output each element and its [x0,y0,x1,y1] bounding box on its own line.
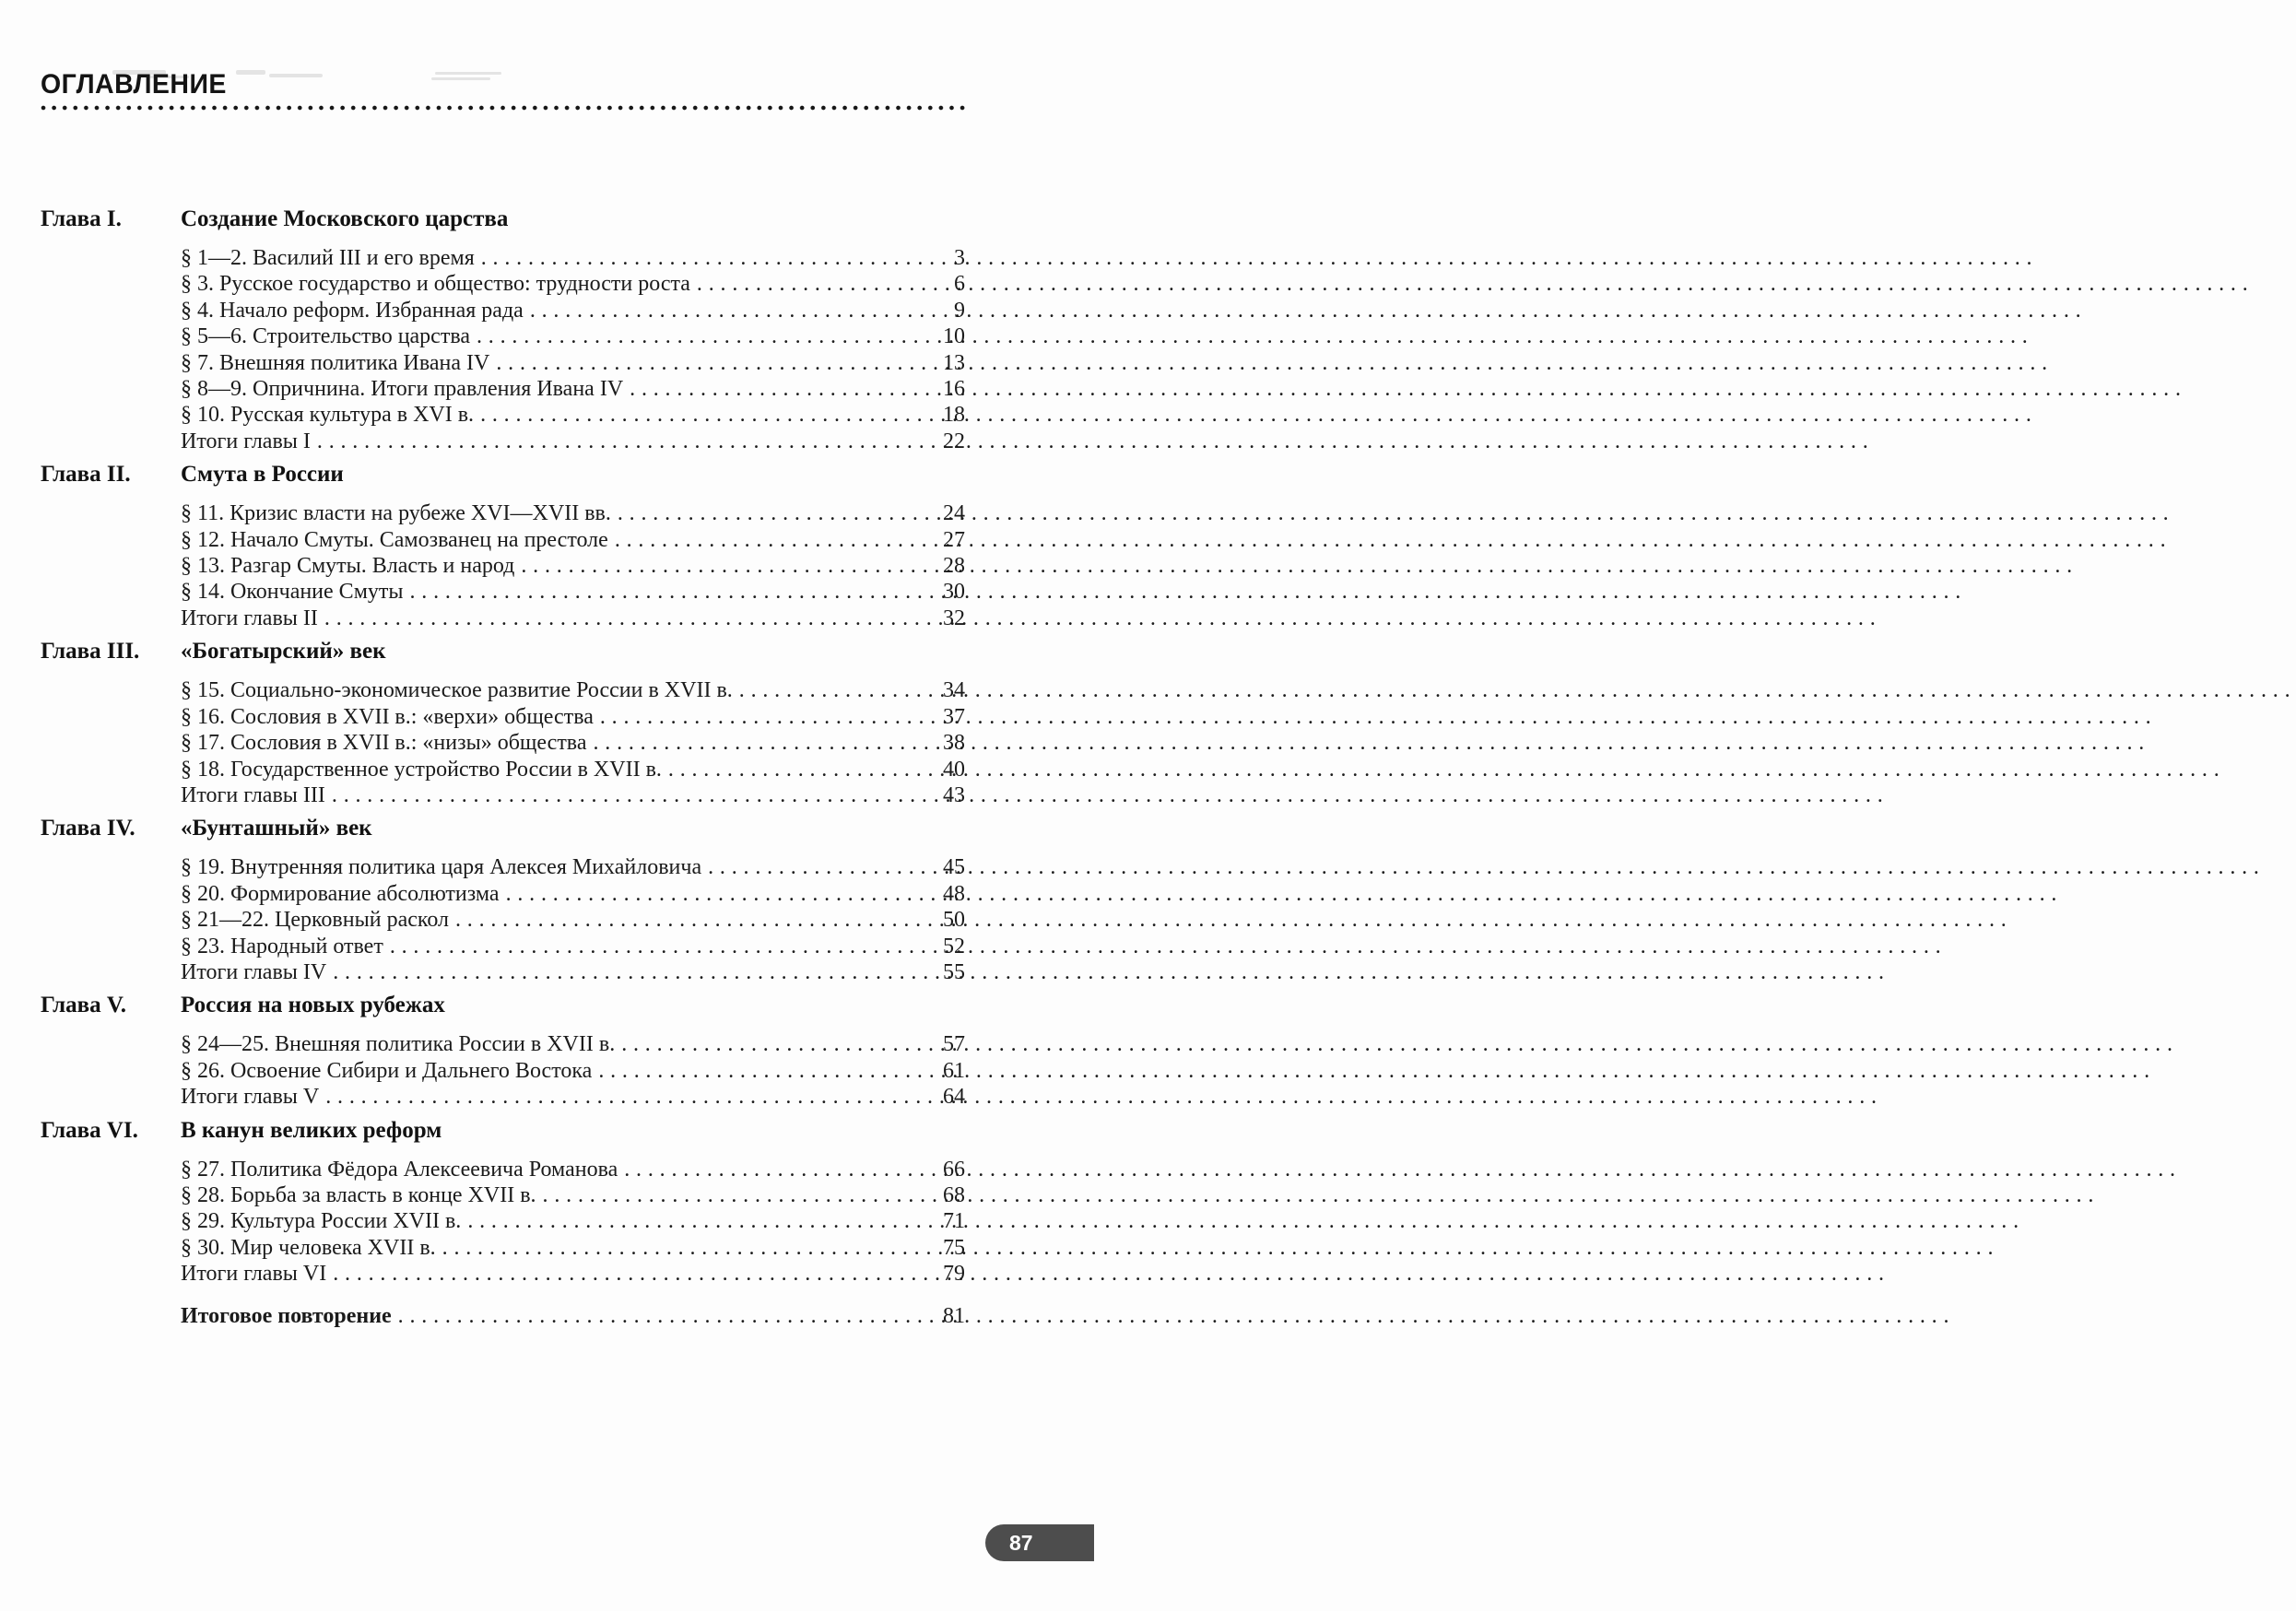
chapter-title: Создание Московского царства [181,206,509,231]
entry-title: Итоговое повторение [181,1303,392,1328]
entry-page-number: 50 [943,908,965,933]
toc-entry [181,1084,965,1110]
toc-entry [181,782,965,808]
dot-leader [739,677,915,703]
toc-entry [181,1058,965,1084]
entry-page-number: 38 [943,731,965,756]
dot-leader [593,730,915,756]
dot-leader [410,579,916,605]
entry-page-number: 32 [943,606,965,630]
entry-title: § 19. Внутренняя политика царя Алексея Михайловича [181,855,702,880]
toc-chapter [41,462,965,631]
chapter-title: В канун великих реформ [181,1117,442,1143]
toc-chapter [41,206,965,454]
toc-entry [181,271,965,297]
toc-chapter [41,816,965,985]
entry-title: § 13. Разгар Смуты. Власть и народ [181,554,515,579]
entry-page-number: 71 [943,1209,965,1234]
chapter-title: Смута в России [181,462,344,488]
toc-chapter [41,1118,965,1288]
chapter-label: Глава IV. [41,816,135,841]
chapter-heading [41,993,965,1017]
toc-entry [181,1261,965,1287]
toc-chapter [41,993,965,1110]
entry-title: § 11. Кризис власти на рубеже XVI—XVII вв. [181,501,611,526]
dot-leader [467,1208,915,1234]
entry-title: § 26. Освоение Сибири и Дальнего Востока [181,1058,593,1083]
dot-leader [455,907,915,933]
entry-page-number: 48 [943,881,965,906]
toc-entry [181,527,965,553]
dot-leader [333,959,915,985]
toc-entry [181,907,965,933]
dot-leader [332,782,915,808]
dot-leader [442,1235,915,1261]
entry-page-number: 43 [943,782,965,807]
chapter-heading [41,639,965,664]
toc-entry [181,402,965,428]
entry-page-number: 9 [954,298,965,323]
chapter-title: «Бунташный» век [181,816,372,841]
entry-title: Итоги главы V [181,1085,320,1110]
toc-entry [181,1157,965,1182]
dot-leader [630,376,915,402]
chapter-heading [41,206,965,231]
chapter-label: Глава II. [41,462,131,488]
toc-entry [181,934,965,959]
dot-leader [480,402,915,428]
page-number-badge [985,1524,1094,1561]
entry-page-number: 6 [954,272,965,297]
entry-page-number: 64 [943,1085,965,1110]
dot-leader [618,500,915,526]
entry-page-number: 66 [943,1157,965,1182]
toc-entry [181,730,965,756]
dot-leader [390,934,915,959]
entry-title: § 30. Мир человека XVII в. [181,1235,436,1260]
toc-entry [181,298,965,323]
toc-entry [181,245,965,271]
toc-entry [181,429,965,454]
entry-page-number: 34 [943,678,965,703]
chapter-entries [181,677,965,808]
chapter-entries [181,1031,965,1110]
dot-leader [506,881,915,907]
dot-leader [543,1182,915,1208]
entry-title: § 24—25. Внешняя политика России в XVII в. [181,1032,616,1057]
dot-leader [333,1261,915,1287]
final-entry [181,1303,965,1329]
toc-list [41,206,965,1329]
entry-title: Итоги главы VI [181,1262,327,1287]
entry-title: Итоги главы IV [181,959,327,984]
toc-entry [181,500,965,526]
chapter-heading [41,816,965,841]
entry-title: Итоги главы II [181,606,318,630]
dot-leader [477,323,915,349]
entry-page-number: 37 [943,704,965,729]
entry-page-number: 18 [943,403,965,428]
toc-entry [181,606,965,631]
dotted-rule [41,105,967,111]
entry-page-number: 45 [943,855,965,880]
dot-leader [325,1084,915,1110]
toc-entry [181,553,965,579]
chapter-label: Глава I. [41,206,122,231]
entry-title: § 1—2. Василий III и его время [181,246,475,270]
entry-title: § 4. Начало реформ. Избранная рада [181,298,524,323]
dot-leader [600,704,915,730]
entry-page-number: 22 [943,429,965,453]
dot-leader [530,298,915,323]
entry-title: § 10. Русская культура в XVI в. [181,403,475,428]
dot-leader [324,606,915,631]
page-header [41,70,1094,111]
toc-entry [181,1182,965,1208]
dot-leader [317,429,915,454]
chapter-heading [41,462,965,487]
entry-title: § 8—9. Опричнина. Итоги правления Ивана IV [181,377,624,402]
entry-page-number: 28 [943,554,965,579]
dot-leader [521,553,915,579]
entry-page-number: 40 [943,757,965,782]
dot-leader [668,757,915,782]
entry-title: § 16. Сословия в XVII в.: «верхи» общества [181,704,594,729]
chapter-label: Глава V. [41,993,126,1018]
entry-page-number: 27 [943,527,965,552]
entry-title: § 20. Формирование абсолютизма [181,881,500,906]
entry-title: Итоги главы III [181,782,325,807]
toc-entry [181,1235,965,1261]
entry-title: § 12. Начало Смуты. Самозванец на престоле [181,527,608,552]
entry-page-number: 52 [943,934,965,958]
entry-page-number: 61 [943,1058,965,1083]
dot-leader [708,854,915,880]
toc-entry [181,1208,965,1234]
entry-title: § 15. Социально-экономическое развитие России в XVII в. [181,678,733,703]
dot-leader [398,1303,915,1329]
toc-entry [181,1303,965,1329]
page-number: 87 [1009,1530,1033,1555]
entry-title: § 5—6. Строительство царства [181,324,470,349]
toc-entry [181,677,965,703]
chapter-label: Глава III. [41,639,140,664]
dot-leader [481,245,915,271]
toc-entry [181,323,965,349]
chapter-title: Россия на новых рубежах [181,993,445,1018]
toc-entry [181,959,965,985]
toc-entry [181,579,965,605]
toc-entry [181,376,965,402]
chapter-entries [181,500,965,631]
entry-title: § 14. Окончание Смуты [181,580,404,605]
dot-leader [621,1031,915,1057]
entry-title: § 29. Культура России XVII в. [181,1209,462,1234]
toc-chapter [41,639,965,808]
toc-entry [181,350,965,376]
entry-title: § 21—22. Церковный раскол [181,908,449,933]
chapter-entries [181,854,965,985]
chapter-entries [181,245,965,454]
entry-page-number: 13 [943,350,965,375]
entry-page-number: 57 [943,1032,965,1057]
toc-entry [181,704,965,730]
entry-title: § 23. Народный ответ [181,934,383,958]
entry-page-number: 75 [943,1235,965,1260]
dot-leader [624,1157,915,1182]
entry-title: Итоги главы I [181,429,311,453]
dot-leader [598,1058,915,1084]
entry-title: § 28. Борьба за власть в конце XVII в. [181,1182,536,1207]
dot-leader [615,527,915,553]
toc-entry [181,854,965,880]
entry-page-number: 79 [943,1262,965,1287]
entry-page-number: 68 [943,1182,965,1207]
entry-title: § 3. Русское государство и общество: трудности роста [181,272,690,297]
entry-title: § 17. Сословия в XVII в.: «низы» общества [181,731,587,756]
toc-page [0,70,1094,1611]
chapter-title: «Богатырский» век [181,639,386,664]
entry-title: § 18. Государственное устройство России в XVII в. [181,757,662,782]
toc-entry [181,1031,965,1057]
entry-page-number: 16 [943,377,965,402]
toc-entry [181,757,965,782]
toc-entry [181,881,965,907]
chapter-label: Глава VI. [41,1117,138,1143]
entry-title: § 7. Внешняя политика Ивана IV [181,350,490,375]
entry-page-number: 81 [943,1303,965,1328]
dot-leader [496,350,915,376]
entry-title: § 27. Политика Фёдора Алексеевича Романова [181,1157,618,1182]
entry-page-number: 24 [943,501,965,526]
entry-page-number: 55 [943,959,965,984]
page-title: ОГЛАВЛЕНИЕ [41,69,227,100]
entry-page-number: 3 [954,246,965,270]
chapter-heading [41,1118,965,1143]
chapter-entries [181,1157,965,1288]
entry-page-number: 10 [943,324,965,349]
entry-page-number: 30 [943,580,965,605]
dot-leader [697,271,915,297]
